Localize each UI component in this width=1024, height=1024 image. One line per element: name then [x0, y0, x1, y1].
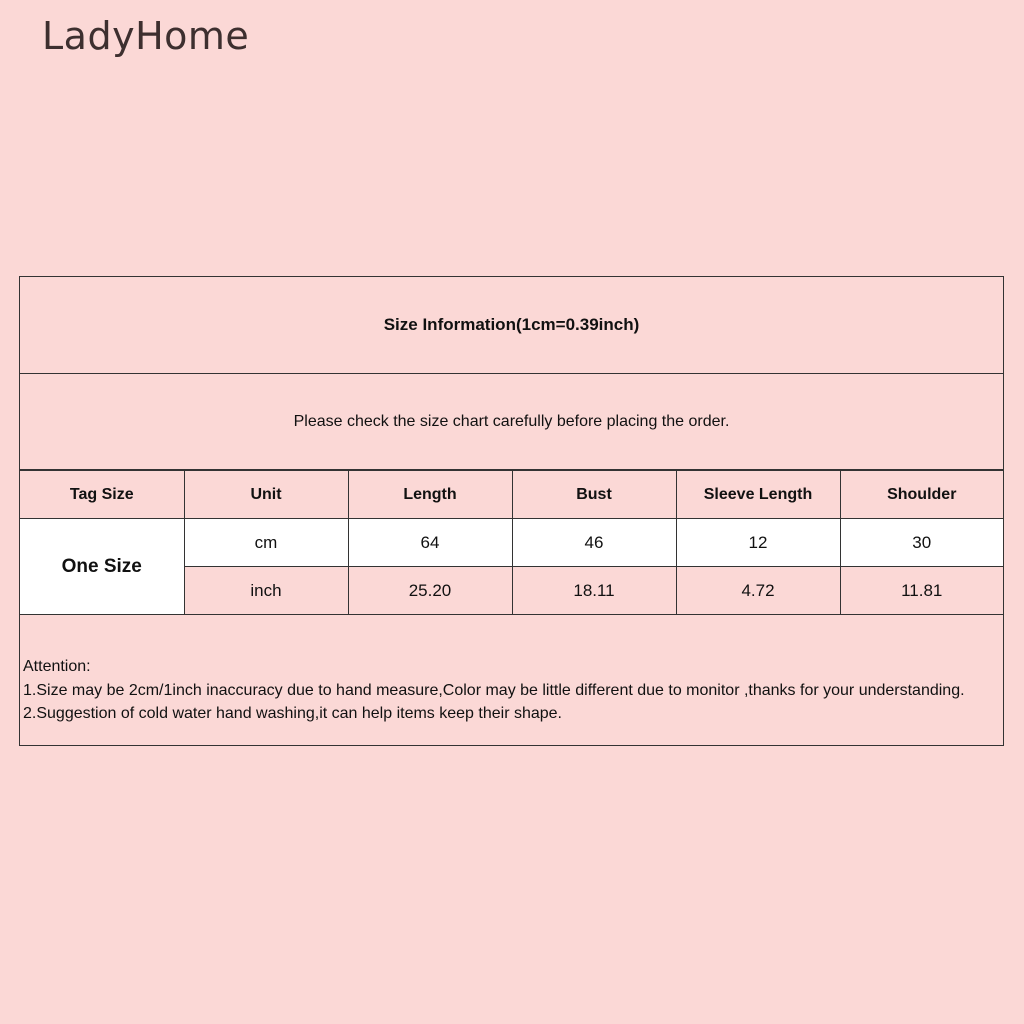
attention-heading: Attention: — [23, 658, 91, 675]
shoulder-inch-cell: 11.81 — [840, 567, 1003, 615]
unit-cell-cm: cm — [184, 519, 348, 567]
length-inch-cell: 25.20 — [348, 567, 512, 615]
bust-cm-cell: 46 — [512, 519, 676, 567]
attention-notes — [23, 655, 983, 726]
unit-cell-inch: inch — [184, 567, 348, 615]
table-row-cm — [20, 519, 1003, 567]
tag-size-cell: One Size — [20, 519, 184, 615]
size-table — [20, 470, 1003, 615]
header-shoulder: Shoulder — [840, 471, 1003, 519]
header-bust: Bust — [512, 471, 676, 519]
sleeve-length-inch-cell: 4.72 — [676, 567, 840, 615]
size-chart-note: Please check the size chart carefully before placing the order. — [20, 374, 1003, 470]
bust-inch-cell: 18.11 — [512, 567, 676, 615]
table-header-row — [20, 471, 1003, 519]
header-sleeve-length: Sleeve Length — [676, 471, 840, 519]
size-chart — [19, 276, 1004, 746]
brand-logo-text: LadyHome — [42, 14, 250, 58]
header-length: Length — [348, 471, 512, 519]
header-unit: Unit — [184, 471, 348, 519]
attention-line-1: 1.Size may be 2cm/1inch inaccuracy due to hand measure,Color may be little different due to monitor ,thanks for your understanding. — [23, 681, 965, 699]
shoulder-cm-cell: 30 — [840, 519, 1003, 567]
size-chart-title: Size Information(1cm=0.39inch) — [20, 277, 1003, 374]
header-tag-size: Tag Size — [20, 471, 184, 519]
sleeve-length-cm-cell: 12 — [676, 519, 840, 567]
attention-line-2: 2.Suggestion of cold water hand washing,it can help items keep their shape. — [23, 705, 562, 722]
length-cm-cell: 64 — [348, 519, 512, 567]
